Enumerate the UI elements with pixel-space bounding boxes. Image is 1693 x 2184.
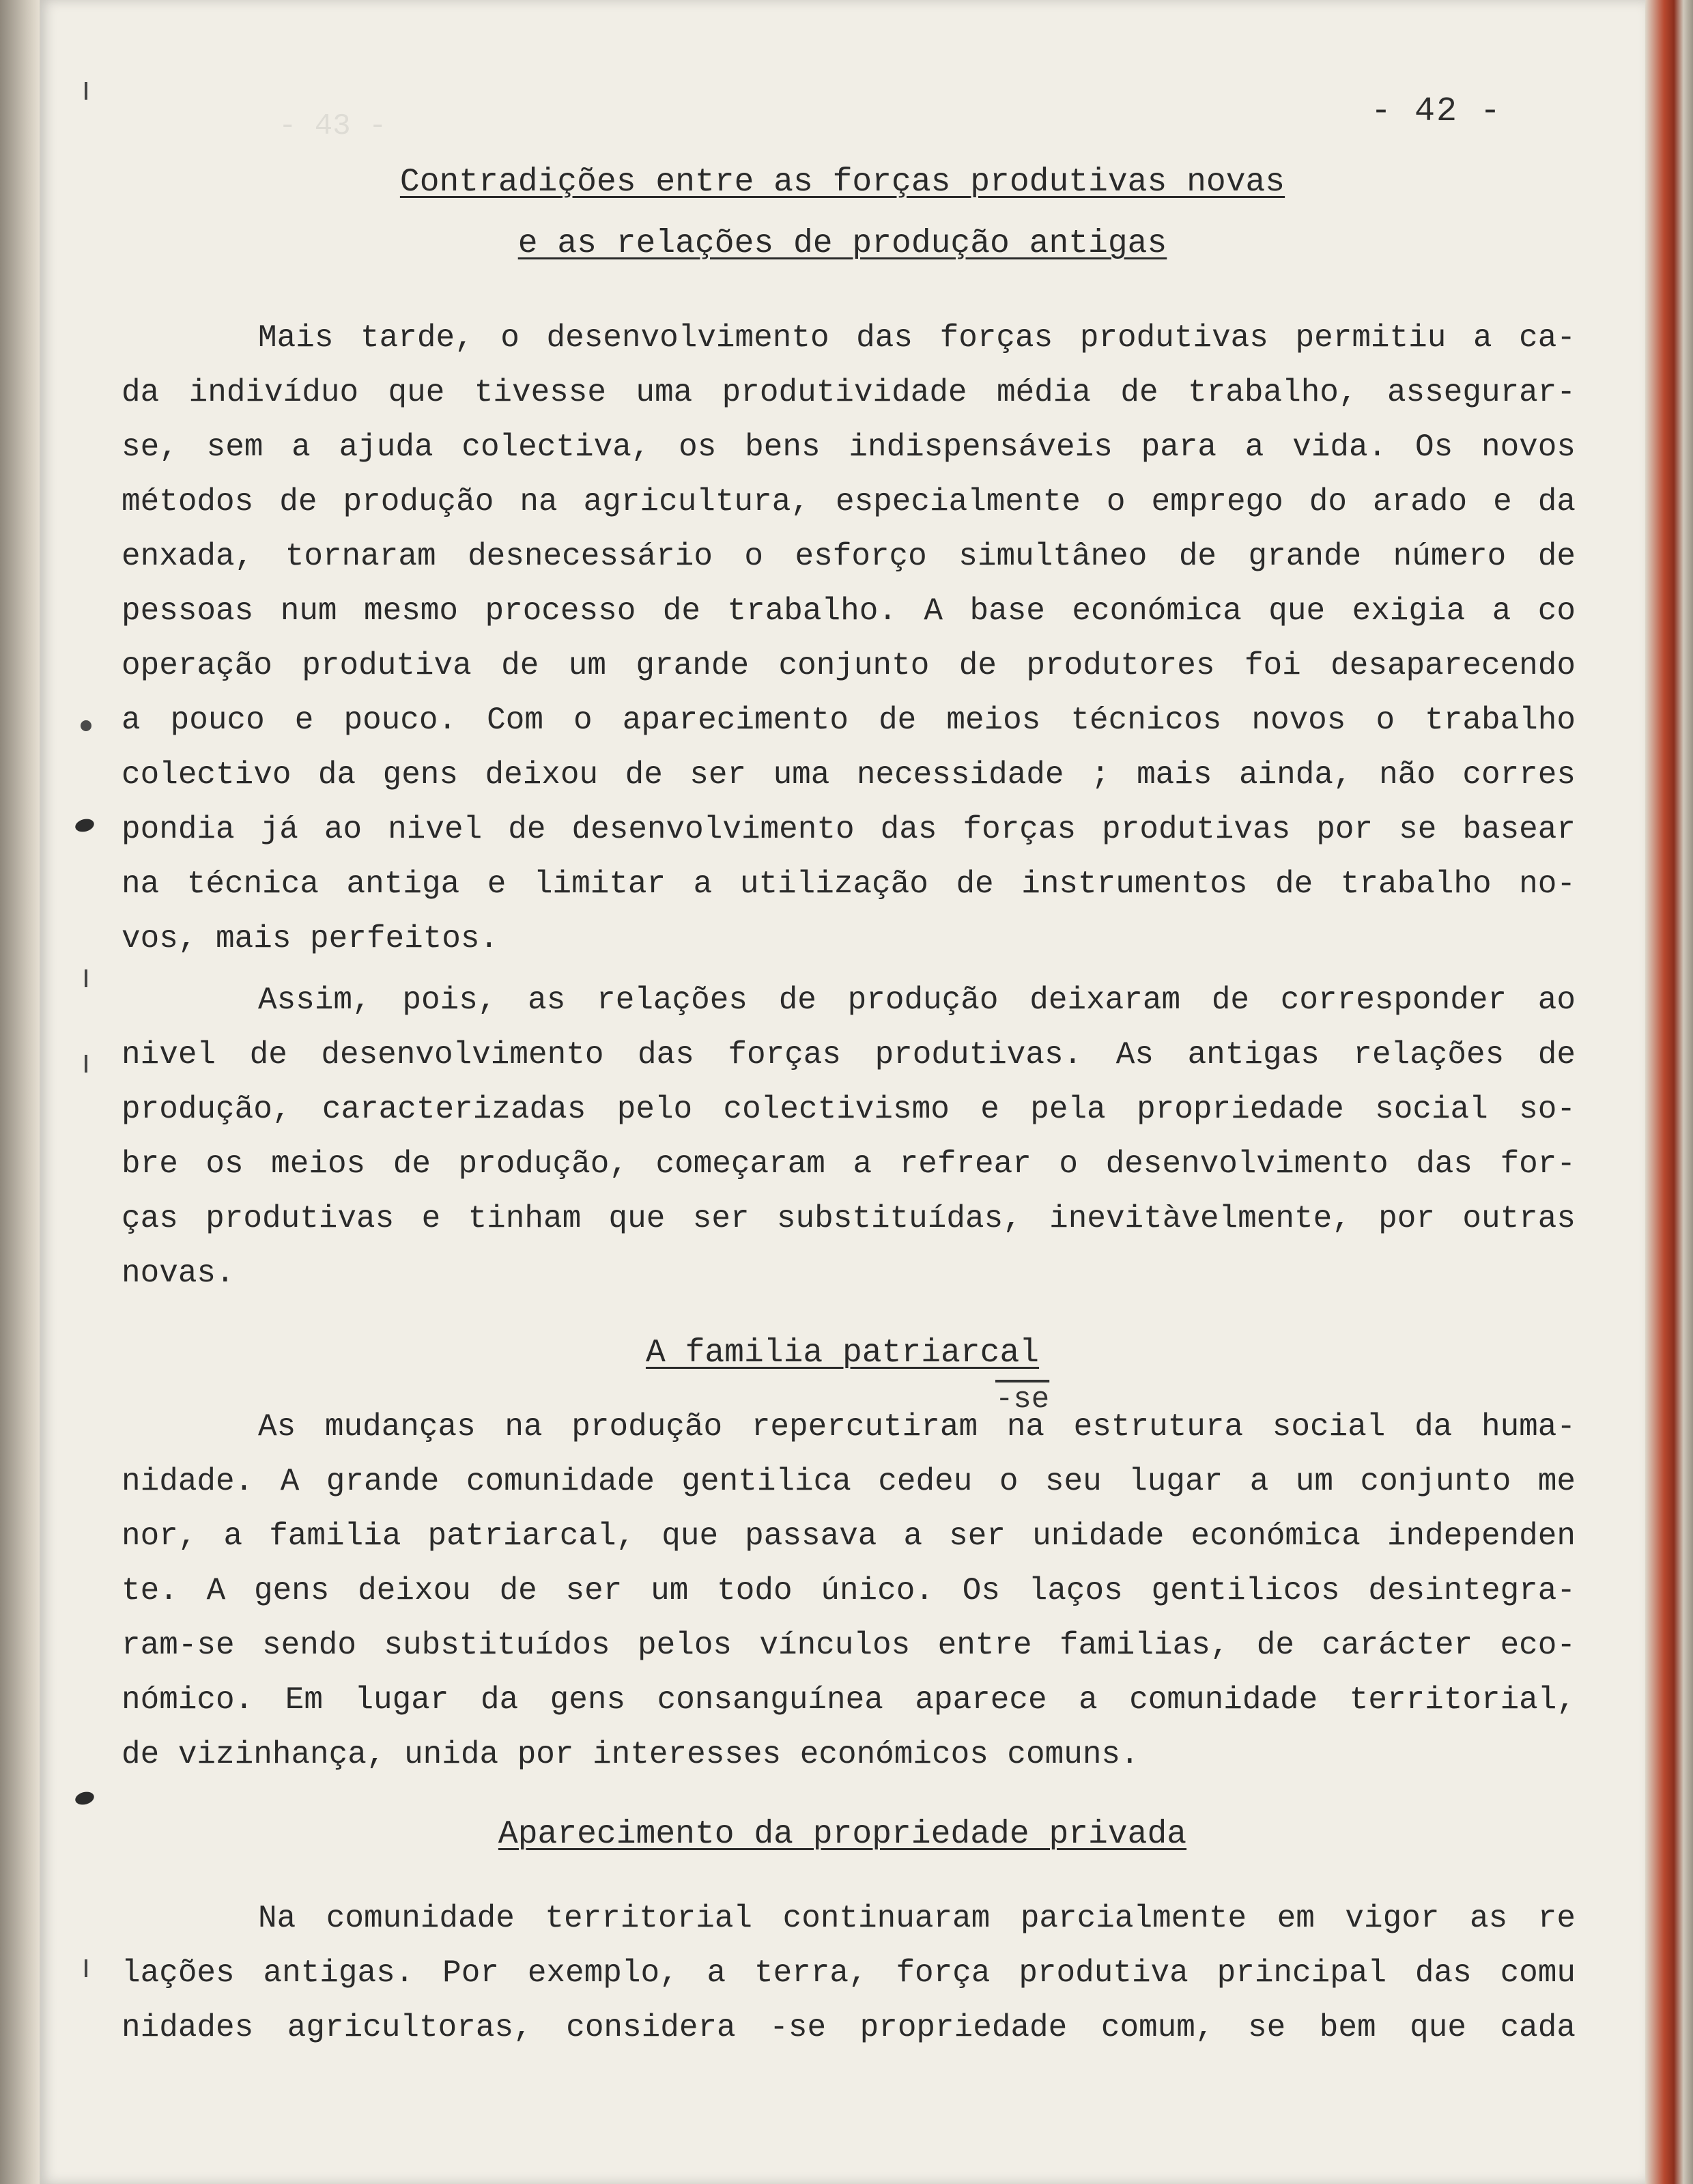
book-gutter	[0, 0, 40, 2184]
text-line: lações antigas. Por exemplo, a terra, força produtiva principal das comu	[122, 1955, 1576, 1991]
text-line: ram-se sendo substituídos pelos vínculos entre familias, de carácter eco-	[122, 1628, 1576, 1663]
margin-tick	[85, 1959, 87, 1977]
book-cover-edge	[1645, 0, 1693, 2184]
handwritten-insertion: -se	[995, 1382, 1050, 1417]
text-line: As mudanças na produção repercutiram na estrutura social da huma-	[258, 1409, 1576, 1445]
text-line: nidade. A grande comunidade gentilica cedeu o seu lugar a um conjunto me	[122, 1464, 1576, 1499]
margin-ink-mark	[74, 817, 96, 834]
text-line: se, sem a ajuda colectiva, os bens indispensáveis para a vida. Os novos	[122, 429, 1576, 465]
margin-ink-mark	[74, 1790, 96, 1807]
margin-tick	[85, 82, 87, 100]
text-line: nidades agricultoras, considera -se propriedade comum, se bem que cada	[122, 2010, 1576, 2045]
text-line: nor, a familia patriarcal, que passava a ser unidade económica independen	[122, 1518, 1576, 1554]
section-heading-propriedade-privada: Aparecimento da propriedade privada	[498, 1816, 1187, 1853]
paragraph-1	[122, 311, 1576, 966]
text-line: bre os meios de produção, começaram a refrear o desenvolvimento das for-	[122, 1146, 1576, 1182]
text-line: novas.	[122, 1256, 235, 1291]
document-page	[40, 0, 1645, 2184]
paragraph-3	[122, 1400, 1576, 1782]
section-heading-familia-patriarcal: A familia patriarcal	[645, 1335, 1040, 1372]
margin-tick	[85, 1055, 87, 1073]
text-line: ças produtivas e tinham que ser substituídas, inevitàvelmente, por outras	[122, 1201, 1576, 1236]
text-line: a pouco e pouco. Com o aparecimento de meios técnicos novos o trabalho	[122, 703, 1576, 738]
text-line: te. A gens deixou de ser um todo único. Os laços gentilicos desintegra-	[122, 1573, 1576, 1608]
margin-dot	[81, 720, 91, 731]
paragraph-4	[122, 1891, 1576, 2055]
text-line: métodos de produção na agricultura, especialmente o emprego do arado e da	[122, 484, 1576, 520]
text-line: operação produtiva de um grande conjunto de produtores foi desaparecendo	[122, 648, 1576, 683]
margin-tick	[85, 969, 87, 987]
text-line: produção, caracterizadas pelo colectivismo e pela propriedade social so-	[122, 1092, 1576, 1127]
bleed-through-page-number: - 43 -	[279, 109, 387, 143]
text-line: colectivo da gens deixou de ser uma necessidade ; mais ainda, não corres	[122, 757, 1576, 793]
text-line: Mais tarde, o desenvolvimento das forças produtivas permitiu a ca-	[258, 320, 1576, 356]
text-line: enxada, tornaram desnecessário o esforço simultâneo de grande número de	[122, 539, 1576, 574]
text-line: Assim, pois, as relações de produção deixaram de corresponder ao	[258, 982, 1576, 1018]
text-line: nómico. Em lugar da gens consanguínea aparece a comunidade territorial,	[122, 1682, 1576, 1718]
text-line: na técnica antiga e limitar a utilização de instrumentos de trabalho no-	[122, 866, 1576, 902]
text-line: pessoas num mesmo processo de trabalho. A base económica que exigia a co	[122, 593, 1576, 629]
text-line: da indivíduo que tivesse uma produtividade média de trabalho, assegurar-	[122, 375, 1576, 410]
section-heading-contradicoes-line-1: Contradições entre as forças produtivas novas	[399, 164, 1285, 201]
paragraph-2	[122, 973, 1576, 1301]
section-heading-contradicoes-line-2: e as relações de produção antigas	[517, 225, 1167, 262]
page-number: - 42 -	[1371, 92, 1503, 131]
text-line: de vizinhança, unida por interesses económicos comuns.	[122, 1737, 1139, 1772]
text-line: vos, mais perfeitos.	[122, 921, 499, 956]
text-line: nivel de desenvolvimento das forças produtivas. As antigas relações de	[122, 1037, 1576, 1073]
text-line: pondia já ao nivel de desenvolvimento das forças produtivas por se basear	[122, 812, 1576, 847]
text-line: Na comunidade territorial continuaram parcialmente em vigor as re	[258, 1901, 1576, 1936]
